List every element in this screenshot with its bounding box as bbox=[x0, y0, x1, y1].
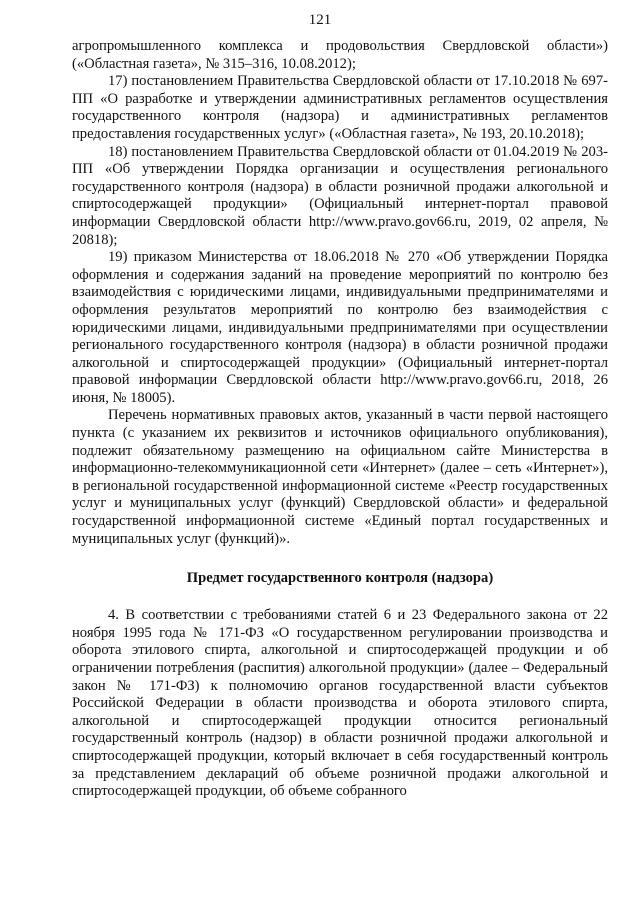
paragraph-item-19: 19) приказом Министерства от 18.06.2018 № 270 «Об утверждении Порядка оформления и содержания заданий на проведение мероприятий по контролю без взаимодействия с юридическими лицами, индивидуальными предпринимателями и оформления результатов мероприятий по контролю без взаимодействия с юридическими лицами, индивидуальными предпринимателями при осуществлении регионального государственного контроля (надзора) в области розничной продажи алкогольной и спиртосодержащей продукции» (Официальный интернет-портал правовой информации Свердловской области http://www.pravo.gov66.ru, 2018, 26 июня, № 18005). bbox=[72, 249, 608, 406]
paragraph-item-18: 18) постановлением Правительства Свердловской области от 01.04.2019 № 203-ПП «Об утверждении Порядка организации и осуществления регионального государственного контроля (надзора) в области розничной продажи алкогольной и спиртосодержащей продукции» (Официальный интернет-портал правовой информации Свердловской области http://www.pravo.gov66.ru, 2019, 02 апреля, № 20818); bbox=[72, 143, 608, 248]
page-number: 121 bbox=[308, 12, 332, 28]
document-body bbox=[72, 38, 608, 801]
paragraph-newspaper-reference: агропромышленного комплекса и продовольствия Свердловской области») («Областная газета», № 315–316, 10.08.2012); bbox=[72, 38, 608, 72]
section-heading: Предмет государственного контроля (надзора) bbox=[186, 570, 494, 587]
paragraph-item-17: 17) постановлением Правительства Свердловской области от 17.10.2018 № 697-ПП «О разработке и утверждении административных регламентов осуществления государственного контроля (надзора) и административных регламентов предоставления государственных услуг» («Областная газета», № 193, 20.10.2018); bbox=[72, 73, 608, 142]
paragraph-item-4: 4. В соответствии с требованиями статей 6 и 23 Федерального закона от 22 ноября 1995 года № 171-ФЗ «О государственном регулировании производства и оборота этилового спирта, алкогольной и спиртосодержащей продукции и об ограничении потребления (распития) алкогольной продукции» (далее – Федеральный закон № 171-ФЗ) к полномочию органов государственной власти субъектов Российской Федерации в области производства и оборота этилового спирта, алкогольной и спиртосодержащей продукции относится региональный государственный контроль (надзор) в области розничной продажи алкогольной и спиртосодержащей продукции, который включает в себя государственный контроль за представлением деклараций об объеме розничной продажи алкогольной и спиртосодержащей продукции, об объеме собранного bbox=[72, 607, 608, 800]
paragraph-acts-list-publication: Перечень нормативных правовых актов, указанный в части первой настоящего пункта (с указанием их реквизитов и источников официального опубликования), подлежит обязательному размещению на официальном сайте Министерства в информационно-телекоммуникационной сети «Интернет» (далее – сеть «Интернет»), в региональной государственной информационной системе «Реестр государственных услуг и муниципальных услуг (функций) Свердловской области» и федеральной государственной информационной системе «Единый портал государственных и муниципальных услуг (функций)». bbox=[72, 407, 608, 547]
